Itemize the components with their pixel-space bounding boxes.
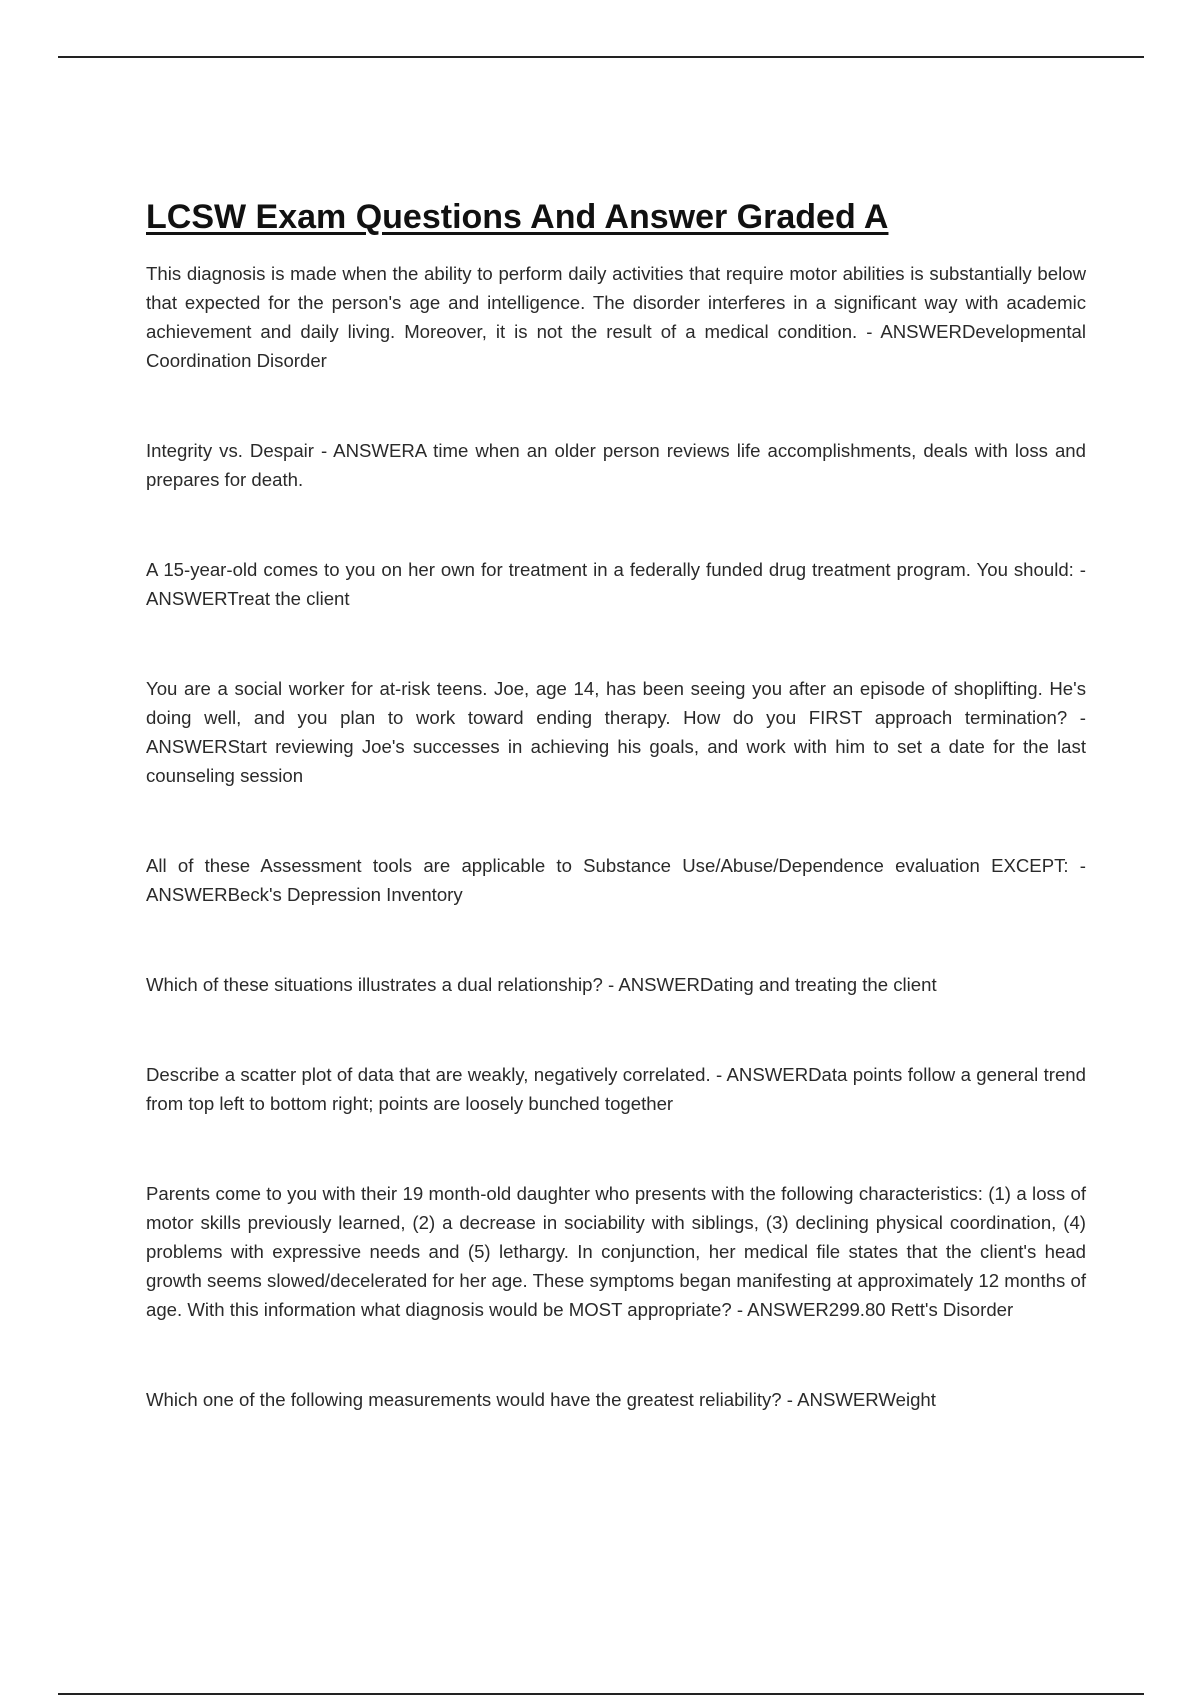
qa-item-8: Parents come to you with their 19 month-old daughter who presents with the following characteristics: (1) a loss of motor skills previously learned, (2) a decrease in sociability with siblings, (3) declining physical coordination, (4) problems with expressive needs and (5) lethargy. In conjunction, her medical file states that the client's head growth seems slowed/decelerated for her age. These symptoms began manifesting at approximately 12 months of age. With this information what diagnosis would be MOST appropriate? - ANSWER299.80 Rett's Disorder: [146, 1183, 1086, 1320]
qa-item-5: All of these Assessment tools are applicable to Substance Use/Abuse/Dependence evaluation EXCEPT: - ANSWERBeck's Depression Inventory: [146, 855, 1086, 905]
page-bottom-rule: [58, 1693, 1144, 1695]
qa-item-2: Integrity vs. Despair - ANSWERA time when an older person reviews life accomplishments, deals with loss and prepares for death.: [146, 440, 1086, 490]
qa-item-9: Which one of the following measurements would have the greatest reliability? - ANSWERWeight: [146, 1389, 936, 1410]
qa-item-7: Describe a scatter plot of data that are weakly, negatively correlated. - ANSWERData points follow a general trend from top left to bottom right; points are loosely bunched together: [146, 1064, 1086, 1114]
qa-item-4: You are a social worker for at-risk teens. Joe, age 14, has been seeing you after an episode of shoplifting. He's doing well, and you plan to work toward ending therapy. How do you FIRST approach termination? - ANSWERStart reviewing Joe's successes in achieving his goals, and work with him to set a date for the last counseling session: [146, 678, 1086, 786]
qa-item-3: A 15-year-old comes to you on her own for treatment in a federally funded drug treatment program. You should: - ANSWERTreat the client: [146, 559, 1086, 609]
document-body: [146, 193, 1086, 1475]
question-answer-list: [146, 259, 1086, 1414]
page-top-rule: [58, 56, 1144, 58]
document-title: LCSW Exam Questions And Answer Graded A: [146, 198, 889, 236]
qa-item-1: This diagnosis is made when the ability to perform daily activities that require motor abilities is substantially below that expected for the person's age and intelligence. The disorder interferes in a significant way with academic achievement and daily living. Moreover, it is not the result of a medical condition. - ANSWERDevelopmental Coordination Disorder: [146, 263, 1086, 371]
qa-item-6: Which of these situations illustrates a dual relationship? - ANSWERDating and treating the client: [146, 974, 937, 995]
